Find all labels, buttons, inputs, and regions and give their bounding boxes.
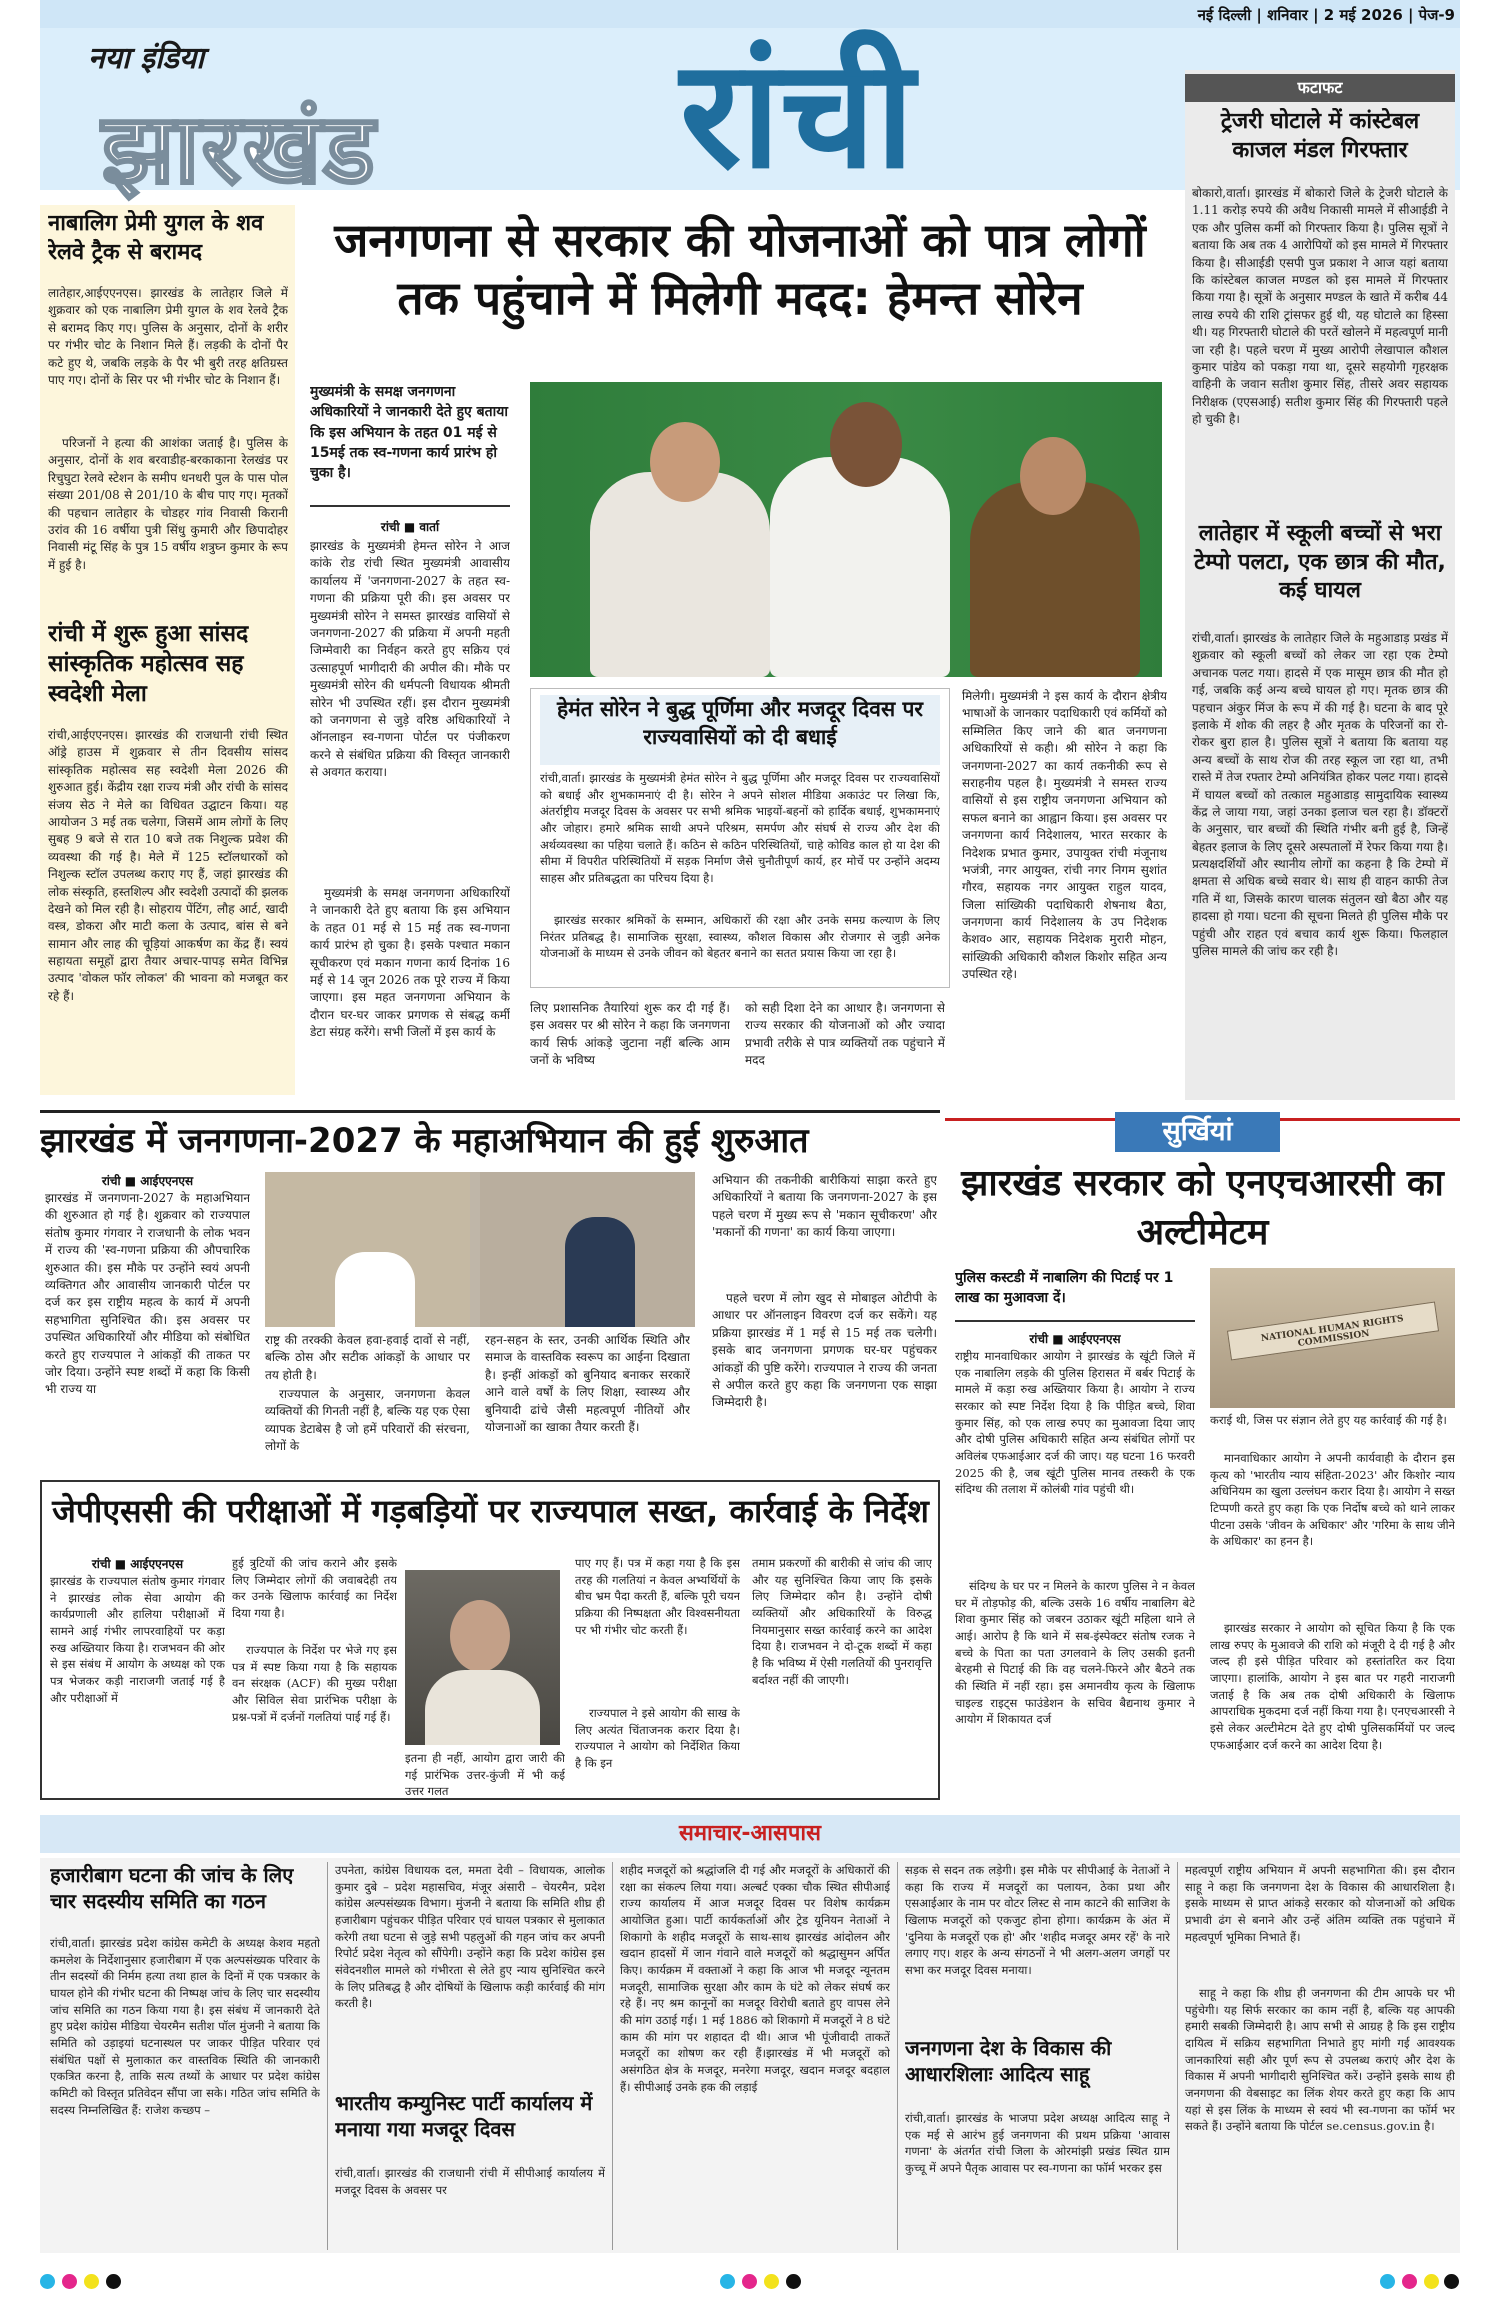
buddha-body: रांची,वार्ता। झारखंड के मुख्यमंत्री हेमंत सोरेन ने बुद्ध पूर्णिमा और मजदूर दिवस पर राज्यवासियों को बधाई और शुभकामनाएं दी है। सोरेन ने अपने सोशल मीडिया अकाउंट पर लिखा कि, अंतर्राष्ट्रीय मजदूर दिवस के अवसर पर सभी श्रमिक भाइयों-बहनों को हार्दिक बधाई, शुभकामनाएं और जोहार। हमारे श्रमिक साथी अपने परिश्रम, समर्पण और संघर्ष से राज्य और देश की अर्थव्यवस्था का पहिया चलाते हैं। कठिन से कठिन परिस्थितियों, चाहे कोविड काल हो या देश की सीमा में विपरीत परिस्थितियों में सड़क निर्माण जैसे चुनौतीपूर्ण कार्य, हर मोर्चे पर उन्होंने अदम्य साहस और प्रतिबद्धता का परिचय दिया है। [540,771,940,886]
jpsc-col4: पाए गए हैं। पत्र में कहा गया है कि इस तरह की गलतियां न केवल अभ्यर्थियों के बीच भ्रम पैदा करती हैं, बल्कि पूरी चयन प्रक्रिया की निष्पक्षता और विश्वसनीयता पर भी गंभीर चोट करती हैं। [575,1556,740,1637]
surkhiyan-col2b: मानवाधिकार आयोग ने अपनी कार्यवाही के दौरान इस कृत्य को 'भारतीय न्याय संहिता-2023' और किशोर न्याय अधिनियम का खुला उल्लंघन करार दिया है। आयोग ने सख्त टिप्पणी करते हुए कहा कि एक निर्दोष बच्चे को थाने लाकर पीटना उसके 'जीवन के अधिकार' और 'गरिमा के साथ जीने के अधिकार' का हनन है। [1210,1451,1455,1549]
hazaribagh-col2: उपनेता, कांग्रेस विधायक दल, ममता देवी – विधायक, आलोक कुमार दुबे – प्रदेश महासचिव, मंजूर अंसारी – चेयरमैन, प्रदेश कांग्रेस अल्पसंख्यक विभाग। मुंजनी ने बताया कि समिति शीघ्र ही हजारीबाग पहुंचकर पीड़ित परिवार एवं घायल पत्रकार से मुलाकात करेगी तथा घटना से जुड़े सभी पहलुओं की गहन जांच कर अपनी रिपोर्ट प्रदेश नेतृत्व को सौंपेगी। उन्होंने कहा कि प्रदेश कांग्रेस इस संवेदनशील मामले को गंभीरता से लेते हुए न्याय सुनिश्चित करने के लिए प्रतिबद्ध है और दोषियों के खिलाफ कड़ी कार्रवाई की मांग करती है। [335,1863,605,2011]
surkhiyan-col1b: संदिग्ध के घर पर न मिलने के कारण पुलिस ने न केवल घर में तोड़फोड़ की, बल्कि उसके 16 वर्षीय नाबालिग बेटे शिवा कुमार सिंह को जबरन उठाकर खूंटी महिला थाने ले आई। आरोप है कि थाने में सब-इंस्पेक्टर संतोष रजक ने बच्चे के पिता का पता उगलवाने के लिए उसकी इतनी बेरहमी से पिटाई की कि वह चलने-फिरने और बैठने तक की स्थिति में नहीं रहा। इस अमानवीय कृत्य के खिलाफ चाइल्ड राइट्स फाउंडेशन के सचिव बैद्यनाथ कुमार ने आयोग में शिकायत दर्ज [955,1579,1195,1727]
festival-headline: रांची में शुरू हुआ सांसद सांस्कृतिक महोत्सव सह स्वदेशी मेला [48,621,249,707]
surkhiyan-dateline: रांची ■ आईएएनएस [1029,1332,1121,1346]
surkhiyan-col2c: झारखंड सरकार ने आयोग को सूचित किया है कि एक लाख रुपए के मुआवजे की राशि को मंजूरी दे दी गई है और जल्द ही इसे पीड़ित परिवार को हस्तांतरित कर दिया जाएगा। हालांकि, आयोग ने इस बात पर गहरी नाराजगी जताई है कि अब तक दोषी अधिकारी के खिलाफ आपराधिक मुकदमा दर्ज नहीं किया गया है। एनएचआरसी ने इसे लेकर अल्टीमेटम देते हुए दोषी पुलिसकर्मियों पर जल्द एफआईआर दर्ज करने का आदेश दिया है। [1210,1621,1455,1752]
state-name: झारखंड [102,93,377,205]
jpsc-dateline: रांची ■ आईएएनएस [91,1557,184,1571]
census-col2: राष्ट्र की तरक्की केवल हवा-हवाई दावों से नहीं, बल्कि ठोस और सटीक आंकड़ों के आधार पर तय होती है। [265,1333,470,1382]
latehar-body: रांची,वार्ता। झारखंड के लातेहार जिले के महुआडाड़ प्रखंड में शुक्रवार को स्कूली बच्चों को लेकर जा रहा एक टेम्पो अचानक पलट गया। हादसे में एक मासूम छात्र की मौत हो गई, जबकि कई अन्य बच्चे घायल हो गए। मृतक छात्र की पहचान अंकुर मिंज के रूप में की गई है। घटना के बाद पूरे इलाके में शोक की लहर है और मृतक के परिजनों का रो-रोकर बुरा हाल है। पुलिस सूत्रों ने बताया कि बताया यह अन्य बच्चों के साथ रोज की तरह स्कूल जा रहा था, तभी रास्ते में तेज रफ्तार टेम्पो अनियंत्रित होकर पलट गया। हादसे में घायल बच्चों को तत्काल महुआडाड़ सामुदायिक स्वास्थ्य केंद्र ले जाया गया, जहां उनका इलाज चल रहा है। डॉक्टरों के अनुसार, चार बच्चों की स्थिति गंभीर बनी हुई है, जिन्हें बेहतर इलाज के लिए दूसरे अस्पतालों में रेफर किया गया है। प्रत्यक्षदर्शियों और स्थानीय लोगों का कहना है कि टेम्पो में क्षमता से अधिक बच्चे सवार थे। साथ ही वाहन काफी तेज गति में था, जिसके कारण चालक संतुलन खो बैठा और यह हादसा हो गया। घटना की सूचना मिलते ही पुलिस मौके पर पहुंची और राहत एवं बचाव कार्य शुरू किया। फिलहाल पुलिस मामले की जांच कर रही है। [1192,631,1448,959]
aditya-headline: जनगणना देश के विकास की आधारशिलाः आदित्य साहू [905,2036,1112,2086]
jpsc-col4b: राज्यपाल ने इसे आयोग की साख के लिए अत्यंत चिंताजनक करार दिया है। राज्यपाल ने आयोग को निर्देशित किया है कि इन [575,1706,740,1771]
census-dateline: रांची ■ आईएएनएस [101,1174,194,1188]
latehar-headline: लातेहार में स्कूली बच्चों से भरा टेम्पो पलटा, एक छात्र की मौत, कई घायल [1194,521,1446,604]
aditya-col2b: साहू ने कहा कि शीघ्र ही जनगणना की टीम आपके घर भी पहुंचेगी। यह सिर्फ सरकार का काम नहीं है, बल्कि यह आपकी हमारी सबकी जिम्मेदारी है। आप सभी से आग्रह है कि इस राष्ट्रीय दायित्व में सक्रिय सहभागिता निभाते हुए मांगी गई आवश्यक जानकारियां सही और पूर्ण रूप से उपलब्ध कराएं और देश के विकास में अपनी भागीदारी सुनिश्चित करें। उन्होंने इसके साथ ही जनगणना की वेबसाइट का लिंक शेयर करते हुए कहा कि आप यहां से इस लिंक के माध्यम से स्वयं भी स्व-गणना का फॉर्म भर सकते हैं। उन्होंने बताया कि पोर्टल se.census.gov.in है। [1185,1986,1455,2134]
dateline: नई दिल्ली | शनिवार | 2 मई 2026 | पेज-9 [1197,6,1455,24]
lead-headline: जनगणना से सरकार की योजनाओं को पात्र लोगों तक पहुंचाने में मिलेगी मदद: हेमन्त सोरेन [334,213,1146,325]
surkhiyan-deck: पुलिस कस्टडी में नाबालिग की पिटाई पर 1 लाख का मुआवजा दें। [955,1270,1174,1307]
surkhiyan-label: सुर्खियां [1115,1112,1280,1152]
fatafat-label: फटाफट [1185,74,1455,102]
lead-dateline: रांची ■ वार्ता [380,520,440,534]
lead-col3: को सही दिशा देने का आधार है। जनगणना से राज्य सरकार की योजनाओं को और ज्यादा प्रभावी तरीके से पात्र व्यक्तियों तक पहुंचाने में मदद [745,1001,945,1068]
census-rule [40,1110,940,1113]
jpsc-col2: हुई त्रुटियों की जांच कराने और इसके लिए जिम्मेदार लोगों की जवाबदेही तय कर उनके खिलाफ कार्रवाई का निर्देश दिया गया है। [232,1556,397,1621]
census-headline: झारखंड में जनगणना-2027 के महाअभियान की हुई शुरुआत [40,1121,809,1161]
hazaribagh-headline: हजारीबाग घटना की जांच के लिए चार सदस्यीय समिति का गठन [50,1863,294,1913]
buddha-body-2: झारखंड सरकार श्रमिकों के सम्मान, अधिकारों की रक्षा और उनके समग्र कल्याण के लिए निरंतर प्रतिबद्ध है। सामाजिक सुरक्षा, स्वास्थ्य, कौशल विकास और रोजगार से जुड़ी अनेक योजनाओं के माध्यम से उनके जीवन को बेहतर बनाने का सतत प्रयास किया जा रहा है। [540,913,940,961]
buddha-headline: हेमंत सोरेन ने बुद्ध पूर्णिमा और मजदूर दिवस पर राज्यवासियों को दी बधाई [540,695,940,765]
aditya-col2: महत्वपूर्ण राष्ट्रीय अभियान में अपनी सहभागिता की। इस दौरान साहू ने कहा कि जनगणना देश के विकास की आधारशिला है। इसके माध्यम से प्राप्त आंकड़े सरकार को योजनाओं को अधिक प्रभावी ढंग से बनाने और उन्हें अंतिम व्यक्ति तक पहुंचाने में महत्वपूर्ण भूमिका निभाते हैं। [1185,1863,1455,1944]
jpsc-photo [405,1570,560,1745]
lead-col1: झारखंड के मुख्यमंत्री हेमन्त सोरेन ने आज कांके रोड रांची स्थित मुख्यमंत्री आवासीय कार्यालय में 'जनगणना-2027 के तहत स्व-गणना की प्रक्रिया पूरी की। इस अवसर पर मुख्यमंत्री सोरेन ने समस्त झारखंड वासियों से जनगणना-2027 की प्रक्रिया में अपनी महती जिम्मेवारी का निर्वहन करते हुए सक्रिय एवं उत्साहपूर्ण भागीदारी की अपील की। मौके पर मुख्यमंत्री सोरेन की धर्मपत्नी विधायक श्रीमती सोरेन भी उपस्थित रहीं। इस दौरान मुख्यमंत्री को जनगणना से जुड़े वरिष्ठ अधिकारियों ने ऑनलाइन स्व-गणना पोर्टल पर पंजीकरण करने से संबंधित प्रक्रिया की विस्तृत जानकारी से अवगत कराया। [310,539,510,780]
couple-body-1: लातेहार,आईएएनएस। झारखंड के लातेहार जिले में शुक्रवार को एक नाबालिग प्रेमी युगल के शव रेलवे ट्रैक से बरामद किए गए। पुलिस के अनुसार, दोनों के शरीर पर गंभीर चोट के निशान मिले हैं। लड़की के दोनों पैर कटे हुए थे, जबकि लड़के के पैर भी बुरी तरह क्षतिग्रस्त पाए गए। दोनों के सिर पर भी गंभीर चोट के निशान हैं। [48,286,288,387]
lead-col2: लिए प्रशासनिक तैयारियां शुरू कर दी गई हैं। इस अवसर पर श्री सोरेन ने कहा कि जनगणना कार्य सिर्फ आंकड़े जुटाना नहीं बल्कि आम जनों के भविष्य [530,1001,730,1068]
aditya-body: रांची,वार्ता। झारखंड के भाजपा प्रदेश अध्यक्ष आदित्य साहू ने एक मई से आरंभ हुई जनगणना की प्रथम प्रक्रिया 'आवास गणना' के अंतर्गत रांची जिला के ओरमांझी प्रखंड स्थित ग्राम कुच्चू में अपने पैतृक आवास पर स्व-गणना का फॉर्म भरकर इस [905,2111,1170,2176]
fatafat-body: बोकारो,वार्ता। झारखंड में बोकारो जिले के ट्रेजरी घोटाले के 1.11 करोड़ रुपये की अवैध निकासी मामले में सीआईडी ने एक और पुलिस कर्मी को गिरफ्तार किया है। पुलिस सूत्रों ने बताया कि अब तक 4 आरोपियों को इस मामले में गिरफ्तार किया है। सीआईडी एसपी पुज प्रकाश ने आज यहां बताया कि कांस्टेबल काजल मण्डल को इस मामले में गिरफ्तार किया गया है। सूत्रों के अनुसार मण्डल के खाते में करीब 44 लाख रुपये की राशि ट्रांसफर हुई थी, यह घोटाले का हिस्सा थी। यह गिरफ्तारी घोटाले की परतें खोलने में महत्वपूर्ण मानी जा रही है। पहले चरण में मुख्य आरोपी लेखापाल कौशल कुमार पांडेय को पकड़ा गया था, दूसरे सहयोगी गृहरक्षक वाहिनी के जवान सतीश कुमार सिंह, तीसरे अवर सहायक निरीक्षक (एएसआई) सतीश कुमार सिंह की गिरफ्तारी पहले हो चुकी है। [1192,186,1448,427]
cpi-headline: भारतीय कम्युनिस्ट पार्टी कार्यालय में मनाया गया मजदूर दिवस [335,2091,593,2141]
lead-photo [530,382,1162,677]
surkhiyan-deck-rule [955,1320,1195,1322]
jpsc-col1: झारखंड के राज्यपाल संतोष कुमार गंगवार ने झारखंड लोक सेवा आयोग की कार्यप्रणाली और हालिया परीक्षाओं में सामने आई गंभीर लापरवाहियों पर कड़ा रुख अख्तियार किया है। राजभवन की ओर से इस संबंध में आयोग के अध्यक्ष को एक पत्र भेजकर कड़ी नाराजगी जताई गई है और परीक्षाओं में [50,1574,225,1705]
jpsc-headline: जेपीएससी की परीक्षाओं में गड़बड़ियों पर राज्यपाल सख्त, कार्रवाई के निर्देश [52,1492,929,1530]
column-divider [327,1862,328,2250]
census-col4b: पहले चरण में लोग खुद से मोबाइल ओटीपी के आधार पर ऑनलाइन विवरण दर्ज कर सकेंगे। यह प्रक्रिया झारखंड में 1 मई से 15 मई तक चलेगी। इसके बाद जनगणना प्रगणक घर-घर पहुंचकर आंकड़ों की पुष्टि करेंगे। राज्यपाल ने राज्य की जनता से अपील करते हुए कहा कि जनगणना एक साझा जिम्मेदारी है। [712,1291,937,1410]
aaspaas-label: समाचार-आसपास [679,1821,821,1846]
registration-marks [40,2268,1460,2298]
festival-body: रांची,आईएएनएस। झारखंड की राजधानी रांची स्थित ऑड्रे हाउस में शुक्रवार से तीन दिवसीय सांसद सांस्कृतिक महोत्सव सह स्वदेशी मेला 2026 की शुरुआत हुई। केंद्रीय रक्षा राज्य मंत्री और रांची के सांसद संजय सेठ ने मेले का विधिवत उद्घाटन किया। यह आयोजन 3 मई तक चलेगा, जिसमें आम लोगों के लिए सुबह 9 बजे से रात 10 बजे तक निशुल्क प्रवेश की व्यवस्था की गई है। मेले में 125 स्टॉलधारकों को निशुल्क स्टॉल उपलब्ध कराए गए हैं, जहां झारखंड की लोक संस्कृति, हस्तशिल्प और स्वदेशी उत्पादों की झलक देखने को मिल रही है। सोहराय पेंटिंग, लौह आर्ट, खादी वस्त्र, डोकरा और माटी कला के उत्पाद, बांस से बने सामान और लाह की चूड़ियां आकर्षण का केंद्र हैं। स्वयं सहायता समूहों द्वारा तैयार अचार-पापड़ समेत विभिन्न उत्पाद 'वोकल फॉर लोकल' की भावना को मजबूत कर रहे हैं। [48,728,288,1003]
cpi-col2: शहीद मजदूरों को श्रद्धांजलि दी गई और मजदूरों के अधिकारों की रक्षा का संकल्प लिया गया। अल्बर्ट एक्का चौक स्थित सीपीआई राज्य कार्यालय में आज मजदूर दिवस पर विशेष कार्यक्रम आयोजित हुआ। पार्टी कार्यकर्ताओं और ट्रेड यूनियन नेताओं ने शिकागो के शहीद मजदूरों के साथ-साथ झारखंड आंदोलन और खदान हादसों में जान गंवाने वाले मजदूरों को श्रद्धासुमन अर्पित किए। कार्यक्रम में वक्ताओं ने कहा कि आज भी मजदूर न्यूनतम मजदूरी, सामाजिक सुरक्षा और काम के घंटे को लेकर संघर्ष कर रहे हैं। नए श्रम कानूनों का मजदूर विरोधी बताते हुए वापस लेने की मांग उठाई गई। 1 मई 1886 को शिकागो में मजदूरों ने 8 घंटे काम की मांग पर शहादत दी थी। आज भी पूंजीवादी ताकतें मजदूरों का शोषण कर रही हैं।झारखंड में भी मजदूरों को असंगठित क्षेत्र के मजदूर, मनरेगा मजदूर, खदान मजदूर बदहाल हैं। सीपीआई उनके हक की लड़ाई [620,1863,890,2094]
surkhiyan-col1: राष्ट्रीय मानवाधिकार आयोग ने झारखंड के खूंटी जिले में एक नाबालिग लड़के की पुलिस हिरासत में बर्बर पिटाई के मामले में कड़ा रुख अख्तियार किया है। आयोग ने राज्य सरकार को स्पष्ट निर्देश दिया है कि पीड़ित बच्चे, शिवा कुमार सिंह, को एक लाख रुपए का मुआवजा दिया जाए और दोषी पुलिस अधिकारी सहित अन्य संबंधित लोगों पर अविलंब एफआईआर दर्ज की जाए। यह घटना 16 फरवरी 2025 की है, जब खूंटी पुलिस मानव तस्करी के एक संदिग्ध की तलाश में कोलंबी गांव पहुंची थी। [955,1349,1195,1497]
lead-col4: मिलेगी। मुख्यमंत्री ने इस कार्य के दौरान क्षेत्रीय भाषाओं के जानकार पदाधिकारी एवं कर्मियों को सम्मिलित किए जाने की बात जनगणना अधिकारियों से कही। श्री सोरेन ने कहा कि जनगणना-2027 का कार्य तकनीकी रूप से सराहनीय पहल है। मुख्यमंत्री ने समस्त राज्य वासियों से इस राष्ट्रीय जनगणना अभियान को सफल बनाने का आह्वान किया। इस अवसर पर जनगणना कार्य निदेशालय, भारत सरकार के निदेशक प्रभात कुमार, उपायुक्त रांची मंजूनाथ भजंत्री, नगर आयुक्त, रांची नगर निगम सुशांत गौरव, सहायक नगर आयुक्त राहुल यादव, जिला सांख्यिकी पदाधिकारी शेषनाथ बैठा, जनगणना कार्य निदेशालय के उप निदेशक केशव० आर, सहायक निदेशक मुरारी मोहन, सांख्यिकी अधिकारी कौशल किशोर सहित अन्य उपस्थित रहे। [962,689,1167,982]
census-col4: अभियान की तकनीकी बारीकियां साझा करते हुए अधिकारियों ने बताया कि जनगणना-2027 के इस पहले चरण में मुख्य रूप से 'मकान सूचीकरण' और 'मकानों की गणना' का कार्य किया जाएगा। [712,1173,937,1240]
census-col3: रहन-सहन के स्तर, उनकी आर्थिक स्थिति और समाज के वास्तविक स्वरूप का आईना दिखाता है। इन्हीं आंकड़ों को बुनियाद बनाकर सरकारें आने वाले वर्षों के लिए शिक्षा, स्वास्थ्य और बुनियादी ढांचे जैसी महत्वपूर्ण नीतियों और योजनाओं का खाका तैयार करती हैं। [485,1333,690,1434]
jpsc-col2b: राज्यपाल के निर्देश पर भेजे गए इस पत्र में स्पष्ट किया गया है कि सहायक वन संरक्षक (ACF) की मुख्य परीक्षा और सिविल सेवा प्रारंभिक परीक्षा के प्रश्न-पत्रों में दर्जनों गलतियां पाई गई हैं। [232,1643,397,1724]
couple-headline: नाबालिग प्रेमी युगल के शव रेलवे ट्रैक से बरामद [48,211,264,265]
cpi-body: रांची,वार्ता। झारखंड की राजधानी रांची में सीपीआई कार्यालय में मजदूर दिवस के अवसर पर [335,2166,605,2197]
paper-name: नया इंडिया [88,41,204,76]
nhrc-sign-text: NATIONAL HUMAN RIGHTS COMMISSION [1260,1314,1405,1349]
surkhiyan-col2: कराई थी, जिस पर संज्ञान लेते हुए यह कार्रवाई की गई है। [1210,1413,1447,1427]
jpsc-col3: इतना ही नहीं, आयोग द्वारा जारी की गई प्रारंभिक उत्तर-कुंजी में भी कई उत्तर गलत [405,1751,565,1798]
lead-col1b: मुख्यमंत्री के समक्ष जनगणना अधिकारियों ने जानकारी देते हुए बताया कि इस अभियान के तहत 01 मई से 15 मई तक स्व-गणना कार्य प्रारंभ हो चुका है। इसके पश्चात मकान सूचीकरण एवं मकान गणना कार्य दिनांक 16 मई से 14 जून 2026 तक पूरे राज्य में किया जाएगा। इस महत जनगणना अभियान के दौरान घर-घर जाकर प्रगणक से संबद्ध कर्मी डेटा संग्रह करेंगे। सभी जिलों में इस कार्य के [310,886,510,1040]
jpsc-col5: तमाम प्रकरणों की बारीकी से जांच की जाए और यह सुनिश्चित किया जाए कि इसके लिए जिम्मेदार कौन है। उन्होंने दोषी व्यक्तियों और अधिकारियों के विरुद्ध नियमानुसार सख्त कार्रवाई करने का आदेश दिया है। राजभवन ने दो-टूक शब्दों में कहा है कि भविष्य में ऐसी गलतियों की पुनरावृत्ति बर्दाश्त नहीं की जाएगी। [752,1556,932,1687]
fatafat-headline: ट्रेजरी घोटाले में कांस्टेबल काजल मंडल गिरफ्तार [1220,109,1420,163]
lead-deck-rule [310,505,510,507]
nhrc-photo [1210,1268,1455,1408]
cpi-col3: सड़क से सदन तक लड़ेगी। इस मौके पर सीपीआई के नेताओं ने कहा कि राज्य में मजदूरों का पलायन, ठेका प्रथा और एसआईआर के नाम पर वोटर लिस्ट से नाम काटने की साजिश के खिलाफ मजदूरों को एकजुट होना होगा। कार्यक्रम के अंत में 'दुनिया के मजदूरों एक हो' और 'शहीद मजदूर अमर रहें' के नारे लगाए गए। शहर के अन्य संगठनों ने भी अलग-अलग जगहों पर सभा कर मजदूर दिवस मनाया। [905,1863,1170,1978]
lead-deck: मुख्यमंत्री के समक्ष जनगणना अधिकारियों ने जानकारी देते हुए बताया कि इस अभियान के तहत 01 मई से 15मई तक स्व-गणना कार्य प्रारंभ हो चुका है। [310,384,508,482]
column-divider [1177,1862,1178,2250]
census-photo [265,1172,695,1327]
couple-body-2: परिजनों ने हत्या की आशंका जताई है। पुलिस के अनुसार, दोनों के शव बरवाडीह-बरकाकाना रेलखंड पर रिचुघुटा रेलवे स्टेशन के समीप धनधरी पुल के पास पोल संख्या 201/08 से 201/10 के बीच पाए गए। मृतकों की पहचान लातेहार के चोडहर गांव निवासी किरानी उरांव की 16 वर्षीया पुत्री सिंधु कुमारी और छिपादोहर निवासी मंटू सिंह के पुत्र 15 वर्षीय शत्रुघ्न कुमार के रूप में हुई है। [48,436,288,572]
hazaribagh-body: रांची,वार्ता। झारखंड प्रदेश कांग्रेस कमेटी के अध्यक्ष केशव महतो कमलेश के निर्देशानुसार हजारीबाग में एक अल्पसंख्यक परिवार के तीन सदस्यों की निर्मम हत्या तथा हाल के दिनों में एक पत्रकार के घायल होने की गंभीर घटना की निष्पक्ष जांच के लिए चार सदस्यीय जांच समिति का गठन किया गया है। इस संबंध में जानकारी देते हुए प्रदेश कांग्रेस मीडिया चेयरमैन सतीश पॉल मुंजनी ने बताया कि समिति को उड़ाइयां घटनास्थल पर जाकर पीड़ित परिवार एवं संबंधित पक्षों से मुलाकात कर वास्तविक स्थिति की जानकारी एकत्रित करना है, ताकि सत्य तथ्यों के आधार पर प्रदेश कांग्रेस कमिटी को विस्तृत प्रतिवेदन सौंपा जा सके। गठित जांच समिति के सदस्य निम्नलिखित हैं: राजेश कच्छप – [50,1936,320,2117]
census-col2b: राज्यपाल के अनुसार, जनगणना केवल व्यक्तियों की गिनती नहीं है, बल्कि यह एक ऐसा व्यापक डेटाबेस है जो हमें परिवारों की संरचना, लोगों के [265,1387,470,1454]
column-divider [612,1862,613,2250]
city-name: रांची [680,28,915,202]
column-divider [897,1862,898,2250]
census-col1: झारखंड में जनगणना-2027 के महाअभियान की शुरुआत हो गई है। शुक्रवार को राज्यपाल संतोष कुमार गंगवार ने राजधानी के लोक भवन में राज्य की 'स्व-गणना प्रक्रिया की औपचारिक शुरुआत की। इस मौके पर उन्होंने स्वयं अपनी व्यक्तिगत और आवासीय जानकारी पोर्टल पर दर्ज कर इस राष्ट्रीय महत्व के कार्य में अपनी सहभागिता सुनिश्चित की। इस अवसर पर उपस्थित अधिकारियों और मीडिया को संबोधित करते हुए राज्यपाल ने आंकड़ों की ताकत पर जोर दिया। उन्होंने स्पष्ट शब्दों में कहा कि किसी भी राज्य या [45,1191,250,1397]
surkhiyan-headline: झारखंड सरकार को एनएचआरसी का अल्टीमेटम [961,1163,1444,1253]
